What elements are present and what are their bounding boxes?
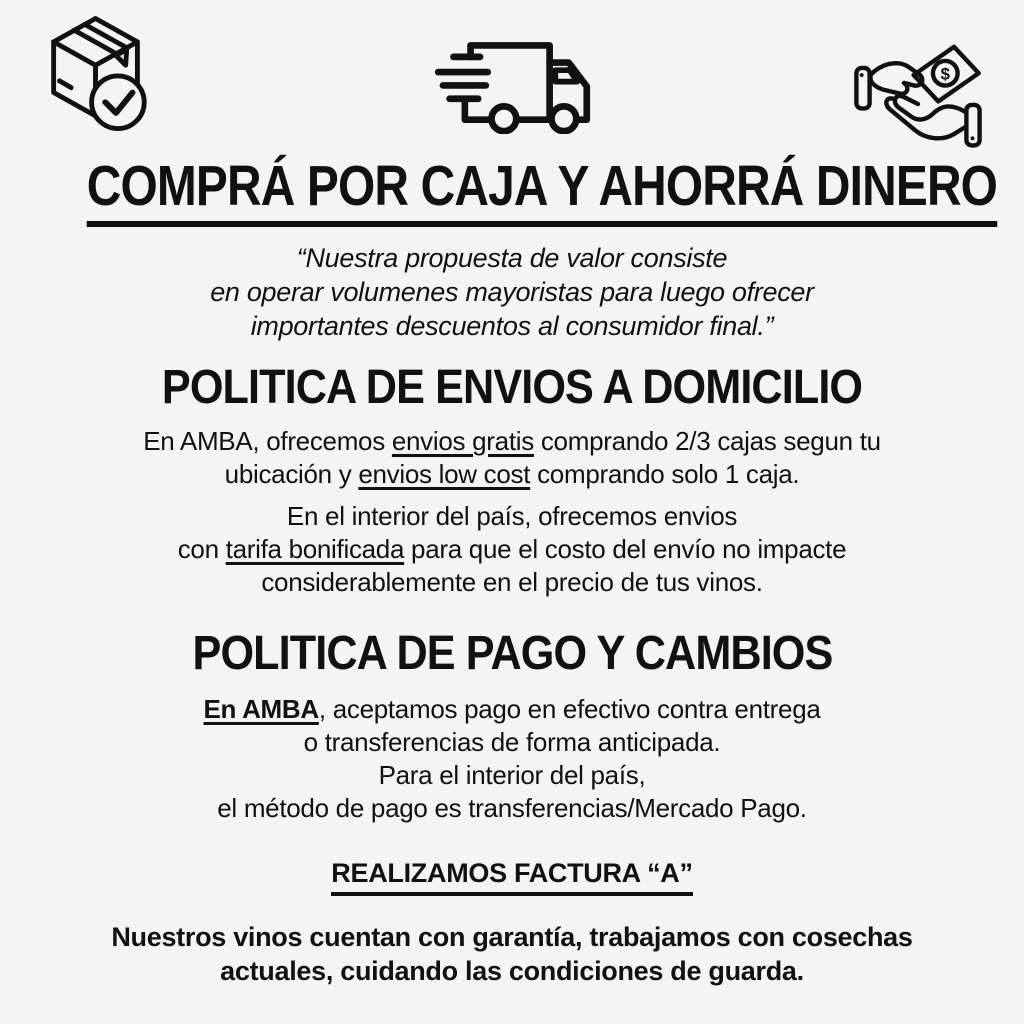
quote-line: importantes descuentos al consumidor final.”	[250, 311, 774, 341]
fast-shipping-truck-icon	[409, 34, 595, 134]
main-title-text: COMPRÁ POR CAJA Y AHORRÁ DINERO	[87, 158, 997, 227]
cash-payment-hands-icon	[852, 38, 984, 156]
body-line: En el interior del país, ofrecemos envios	[286, 501, 738, 532]
shipping-policy-heading: POLITICA DE ENVIOS A DOMICILIO	[161, 361, 863, 414]
payment-paragraph	[0, 693, 1024, 825]
body-line: con tarifa bonificada para que el costo del envío no impacte	[177, 534, 847, 565]
quote-line: “Nuestra propuesta de valor consiste	[296, 243, 728, 273]
warranty-line: Nuestros vinos cuentan con garantía, trabajamos con cosechas	[111, 921, 913, 952]
body-line: considerablemente en el precio de tus vinos.	[261, 567, 763, 598]
icons-row	[0, 0, 1024, 148]
shipping-paragraph-amba	[0, 425, 1024, 491]
body-line: Para el interior del país,	[378, 759, 646, 790]
body-line: ubicación y envios low cost comprando solo 1 caja.	[224, 459, 800, 490]
warranty-statement	[0, 920, 1024, 988]
package-check-icon	[40, 10, 152, 138]
dollar-sign-glyph: $	[940, 64, 950, 84]
warranty-line: actuales, cuidando las condiciones de guarda.	[220, 955, 804, 986]
main-title	[0, 154, 1024, 227]
body-line: En AMBA, ofrecemos envios gratis comprando 2/3 cajas segun tu	[143, 426, 881, 457]
invoice-note	[0, 858, 1024, 896]
body-line: o transferencias de forma anticipada.	[303, 726, 721, 757]
body-line: el método de pago es transferencias/Mercado Pago.	[217, 792, 807, 823]
quote-line: en operar volumenes mayoristas para luego ofrecer	[210, 277, 814, 307]
payment-policy-heading: POLITICA DE PAGO Y CAMBIOS	[192, 627, 832, 681]
body-line: En AMBA, aceptamos pago en efectivo contra entrega	[203, 693, 821, 724]
value-proposition-quote	[0, 241, 1024, 343]
invoice-note-text: REALIZAMOS FACTURA “A”	[331, 858, 692, 896]
shipping-paragraph-interior	[0, 500, 1024, 599]
